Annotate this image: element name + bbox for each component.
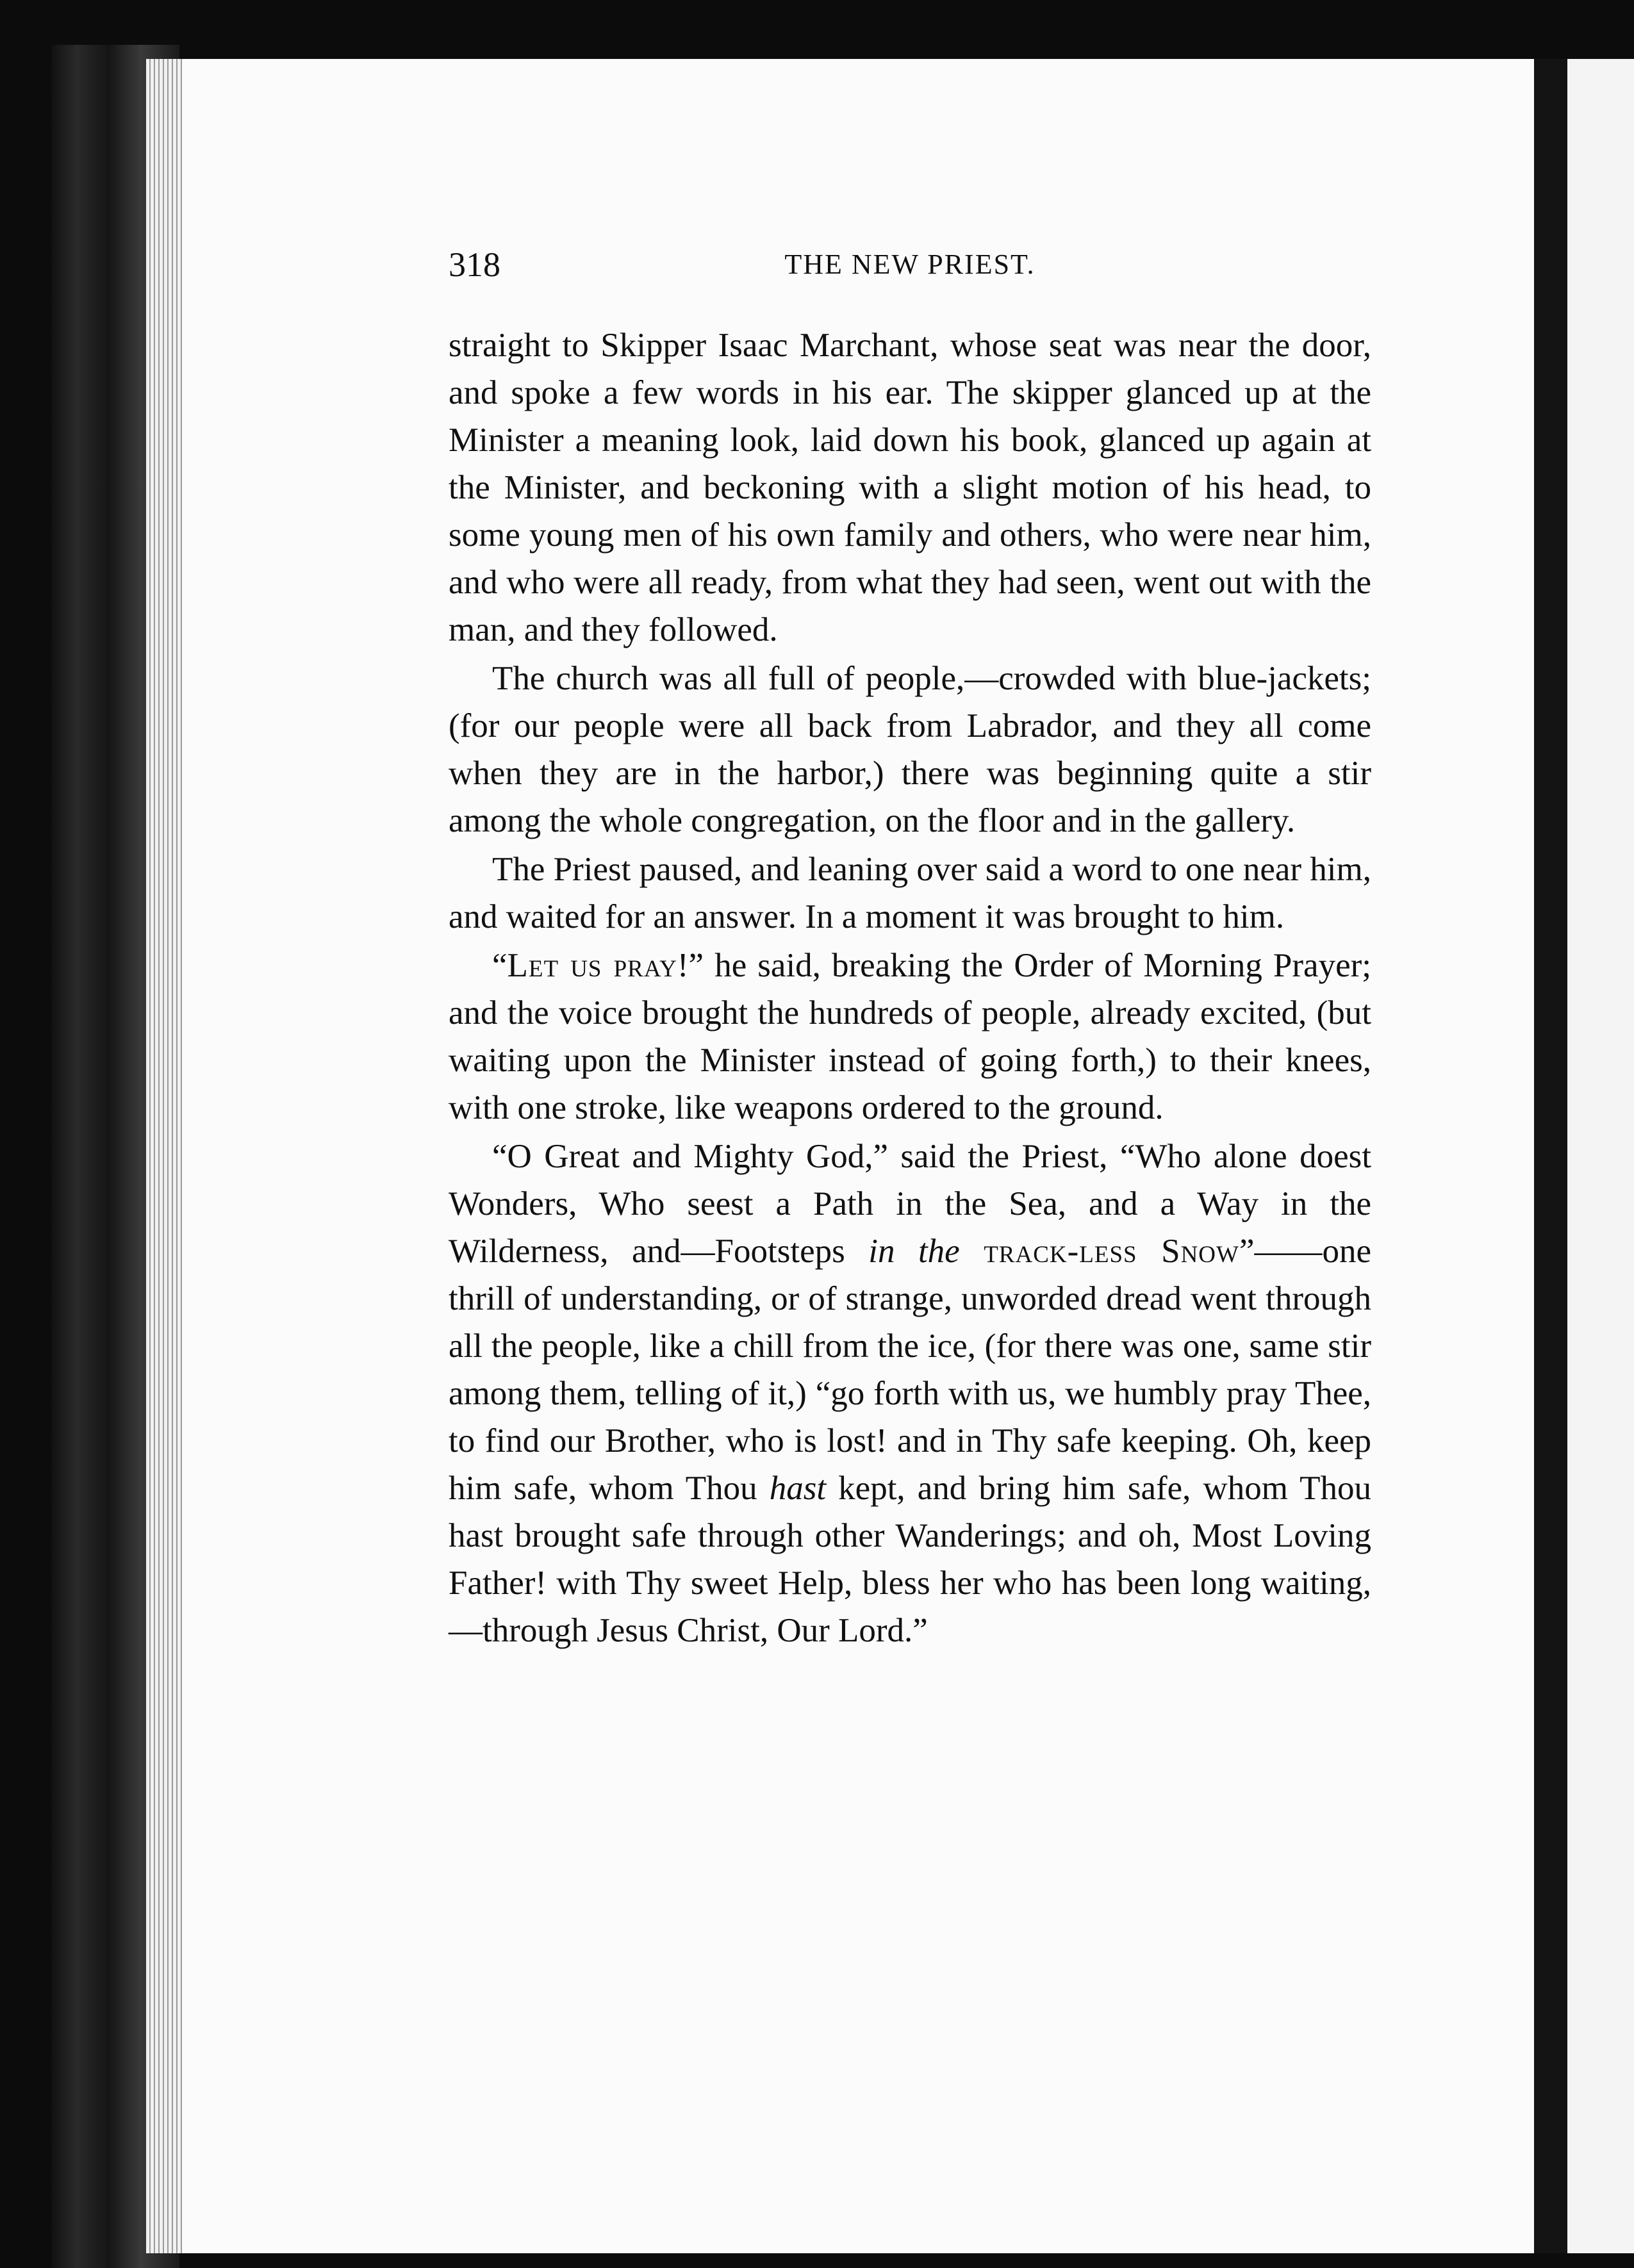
adjacent-page-edge: [1567, 59, 1634, 2253]
prayer-call-open-quote: “: [492, 947, 508, 984]
prayer-call-close: !”: [677, 947, 704, 984]
paragraph-5: [449, 1133, 1371, 1654]
paragraph-1: straight to Skipper Isaac Marchant, whose seat was near the door, and spoke a few words in his ear. The skipper glanced up at the Minister a meaning look, laid down his book, glanced up again at the Minister, and beckoning with a slight motion of his head, to some young men of his own family and others, who were near him, and who were all ready, from what they had seen, went out with the man, and they followed.: [449, 327, 1371, 648]
running-title: THE NEW PRIEST.: [784, 249, 1036, 280]
prayer-small-caps-1: track-less Snow: [959, 1233, 1239, 1270]
prayer-part-3: kept, and bring him safe, whom Thou hast brought safe through other Wanderings; and oh, Most Loving Father! with Thy sweet Help, bless her who has been long waiting,—through Jesus Christ, Our Lord.”: [449, 1470, 1371, 1649]
page-number: 318: [449, 245, 500, 284]
prayer-part-1: “O Great and Mighty God,” said the Priest, “Who alone doest Wonders, Who seest a Path in the Sea, and a Way in the Wilderness, and—Footsteps: [449, 1138, 1371, 1270]
gutter-shadow: [1534, 59, 1567, 2253]
prayer-italic-2: hast: [769, 1470, 827, 1507]
prayer-call-small-caps: Let us pray: [507, 947, 677, 984]
paragraph-3: The Priest paused, and leaning over said a word to one near him, and waited for an answer. In a moment it was brought to him.: [449, 851, 1371, 935]
prayer-call-rest: he said, breaking the Order of Morning Prayer; and the voice brought the hundreds of people, already excited, (but waiting upon the Minister instead of going forth,) to their knees, with one stroke, like weapons ordered to the ground.: [449, 947, 1371, 1126]
paragraph-2: The church was all full of people,—crowded with blue-jackets; (for our people were all back from Labrador, and they all come when they are in the harbor,) there was beginning quite a stir among the whole congregation, on the floor and in the gallery.: [449, 660, 1371, 839]
page-body: [449, 322, 1371, 1656]
page-header: [449, 243, 1371, 286]
paragraph-4: [449, 942, 1371, 1131]
prayer-italic-1: in the: [868, 1233, 960, 1270]
prayer-part-2: ”——one thrill of understanding, or of strange, unworded dread went through all the people, like a chill from the ice, (for there was one, same stir among them, telling of it,) “go forth with us, we humbly pray Thee, to find our Brother, who is lost! and in Thy safe keeping. Oh, keep him safe, whom Thou: [449, 1233, 1371, 1507]
